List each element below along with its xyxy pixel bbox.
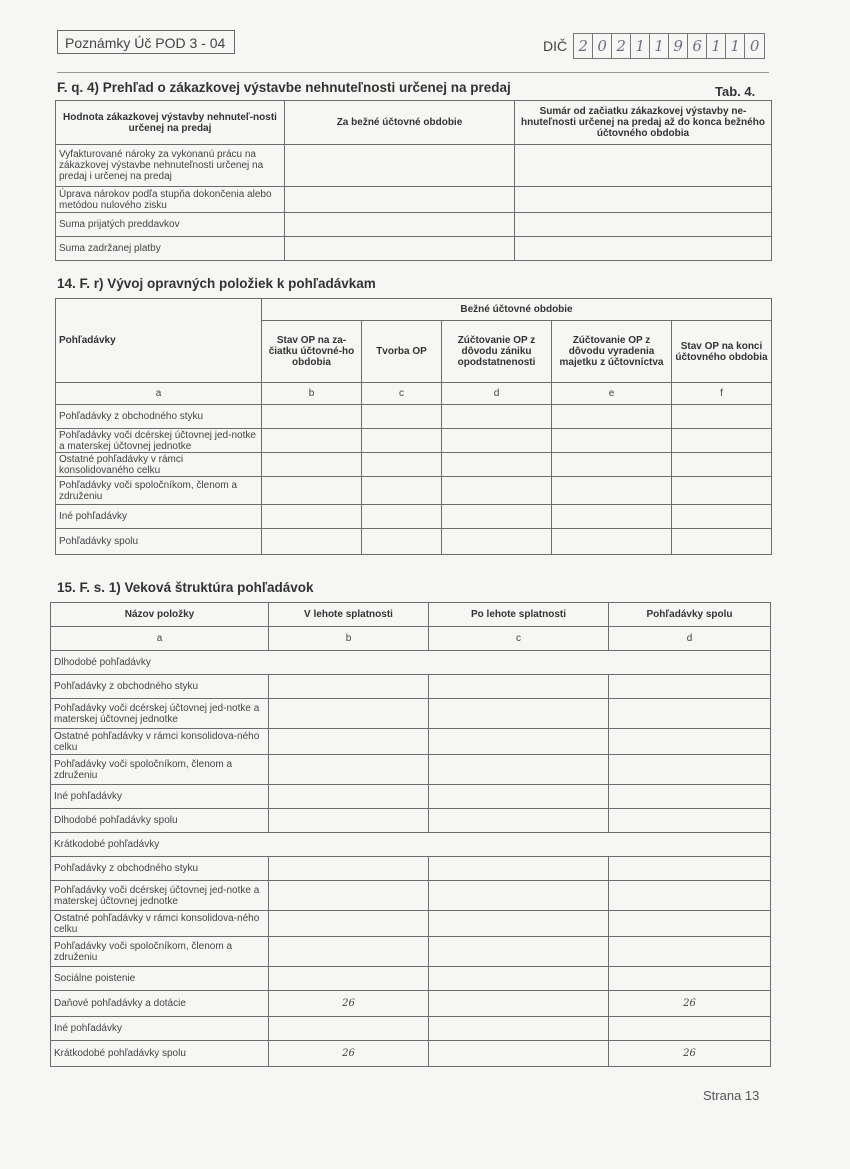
input-cell[interactable] <box>269 967 429 991</box>
input-cell[interactable] <box>552 453 672 477</box>
input-cell[interactable] <box>609 785 771 809</box>
dic-label: DIČ <box>543 38 568 54</box>
dic-digit: 0 <box>749 37 760 55</box>
input-cell[interactable] <box>429 857 609 881</box>
input-cell[interactable] <box>262 505 362 529</box>
form-id: Poznámky Úč POD 3 - 04 <box>57 30 235 54</box>
group-heading-long-term: Dlhodobé pohľadávky <box>51 651 771 675</box>
table-row-label: Pohľadávky z obchodného styku <box>56 405 262 429</box>
column-letter: b <box>269 627 429 651</box>
input-cell[interactable] <box>269 785 429 809</box>
input-cell[interactable] <box>429 785 609 809</box>
col-overdue: Po lehote splatnosti <box>429 603 609 627</box>
input-cell[interactable] <box>269 1017 429 1041</box>
dic-digit: 2 <box>574 34 593 58</box>
column-letter: d <box>609 627 771 651</box>
input-cell[interactable] <box>442 529 552 555</box>
column-letter: c <box>362 383 442 405</box>
page-number: Strana 13 <box>703 1088 760 1103</box>
input-cell[interactable] <box>609 699 771 729</box>
col-op-end: Stav OP na konci účtovného obdobia <box>672 321 772 383</box>
input-cell[interactable] <box>269 675 429 699</box>
input-cell[interactable] <box>262 429 362 453</box>
col-total: Pohľadávky spolu <box>609 603 771 627</box>
input-cell[interactable] <box>285 237 515 261</box>
table-row-label: Pohľadávky voči dcérskej účtovnej jed-notke a materskej účtovnej jednotke <box>51 881 269 911</box>
input-cell[interactable] <box>552 505 672 529</box>
input-cell[interactable] <box>285 145 515 187</box>
table-row-label: Suma zadržanej platby <box>56 237 285 261</box>
input-cell[interactable] <box>429 991 609 1017</box>
input-cell[interactable] <box>609 1017 771 1041</box>
col-item-name: Názov položky <box>51 603 269 627</box>
input-cell[interactable] <box>429 809 609 833</box>
input-cell[interactable] <box>552 529 672 555</box>
table-row-label: Pohľadávky voči dcérskej účtovnej jed-notke a materskej účtovnej jednotke <box>51 699 269 729</box>
tab-label: Tab. 4. <box>715 84 756 99</box>
input-cell[interactable] <box>429 729 609 755</box>
long-term-total-label: Dlhodobé pohľadávky spolu <box>51 809 269 833</box>
input-cell[interactable] <box>429 937 609 967</box>
input-cell[interactable] <box>672 405 772 429</box>
handwritten-value[interactable]: 26 <box>609 1041 771 1067</box>
input-cell[interactable] <box>672 505 772 529</box>
input-cell[interactable] <box>285 187 515 213</box>
input-cell[interactable] <box>269 881 429 911</box>
input-cell[interactable] <box>429 1041 609 1067</box>
fq4-header-cumulative: Sumár od začiatku zákazkovej výstavby ne-hnuteľnosti určenej na predaj až do konca bežného účtovného obdobia <box>515 101 772 145</box>
input-cell[interactable] <box>515 213 772 237</box>
dic-digit: 1 <box>650 34 669 58</box>
input-cell[interactable] <box>609 937 771 967</box>
dic-field <box>543 33 765 59</box>
input-cell[interactable] <box>362 477 442 505</box>
column-letter: a <box>56 383 262 405</box>
input-cell[interactable] <box>362 405 442 429</box>
col-receivables: Pohľadávky <box>56 299 262 383</box>
dic-digit: 1 <box>631 34 650 58</box>
input-cell[interactable] <box>515 187 772 213</box>
table-row-label: Daňové pohľadávky a dotácie <box>51 991 269 1017</box>
col-op-creation: Tvorba OP <box>362 321 442 383</box>
table-row-label: Iné pohľadávky <box>51 1017 269 1041</box>
input-cell[interactable] <box>269 937 429 967</box>
handwritten-value[interactable]: 26 <box>609 991 771 1017</box>
input-cell[interactable] <box>269 911 429 937</box>
table-row-label: Vyfakturované nároky za vykonanú prácu na zákazkovej výstavbe nehnuteľnosti určenej na predaj i určenej na predaj <box>56 145 285 187</box>
column-letter: b <box>262 383 362 405</box>
input-cell[interactable] <box>442 477 552 505</box>
dic-digit: 9 <box>669 34 688 58</box>
input-cell[interactable] <box>269 809 429 833</box>
dic-digit: 6 <box>688 34 707 58</box>
input-cell[interactable] <box>362 529 442 555</box>
input-cell[interactable] <box>262 529 362 555</box>
table-section-14 <box>55 298 772 555</box>
dic-boxes <box>573 33 765 59</box>
input-cell[interactable] <box>429 881 609 911</box>
col-op-settlement-expiry: Zúčtovanie OP z dôvodu zániku opodstatnenosti <box>442 321 552 383</box>
input-cell[interactable] <box>609 675 771 699</box>
input-cell[interactable] <box>285 213 515 237</box>
group-heading-short-term: Krátkodobé pohľadávky <box>51 833 771 857</box>
input-cell[interactable] <box>672 529 772 555</box>
total-row-label: Pohľadávky spolu <box>56 529 262 555</box>
input-cell[interactable] <box>552 477 672 505</box>
input-cell[interactable] <box>672 477 772 505</box>
short-term-total-label: Krátkodobé pohľadávky spolu <box>51 1041 269 1067</box>
table-section-15 <box>50 602 771 1067</box>
input-cell[interactable] <box>442 405 552 429</box>
dic-digit: 0 <box>593 34 612 58</box>
col-in-term: V lehote splatnosti <box>269 603 429 627</box>
input-cell[interactable] <box>609 755 771 785</box>
input-cell[interactable] <box>429 755 609 785</box>
input-cell[interactable] <box>269 857 429 881</box>
table-row-label: Pohľadávky z obchodného styku <box>51 675 269 699</box>
input-cell[interactable] <box>442 453 552 477</box>
input-cell[interactable] <box>429 699 609 729</box>
column-letter: f <box>672 383 772 405</box>
input-cell[interactable] <box>609 857 771 881</box>
fq4-header-value: Hodnota zákazkovej výstavby nehnuteľ-nosti určenej na predaj <box>56 101 285 145</box>
dic-digit: 1 <box>726 34 745 58</box>
input-cell[interactable] <box>262 453 362 477</box>
table-row-label: Ostatné pohľadávky v rámci konsolidovaného celku <box>56 453 262 477</box>
input-cell[interactable] <box>515 237 772 261</box>
input-cell[interactable] <box>269 755 429 785</box>
table-row-label: Pohľadávky voči spoločníkom, členom a združeniu <box>56 477 262 505</box>
input-cell[interactable] <box>429 911 609 937</box>
input-cell[interactable] <box>609 881 771 911</box>
handwritten-value[interactable]: 26 <box>269 1041 429 1067</box>
input-cell[interactable] <box>429 967 609 991</box>
column-letter: d <box>442 383 552 405</box>
input-cell[interactable] <box>429 675 609 699</box>
section-14-title: 14. F. r) Vývoj opravných položiek k pohľadávkam <box>57 276 376 291</box>
table-row-label: Úprava nárokov podľa stupňa dokončenia alebo metódou nulového zisku <box>56 187 285 213</box>
col-op-settlement-disposal: Zúčtovanie OP z dôvodu vyradenia majetku z účtovníctva <box>552 321 672 383</box>
input-cell[interactable] <box>269 729 429 755</box>
section-15-title: 15. F. s. 1) Veková štruktúra pohľadávok <box>57 580 314 595</box>
handwritten-value[interactable]: 26 <box>269 991 429 1017</box>
table-row-label: Pohľadávky voči spoločníkom, členom a združeniu <box>51 755 269 785</box>
input-cell[interactable] <box>609 911 771 937</box>
col-op-start: Stav OP na za-čiatku účtovné-ho obdobia <box>262 321 362 383</box>
input-cell[interactable] <box>269 699 429 729</box>
table-row-label: Suma prijatých preddavkov <box>56 213 285 237</box>
column-letter: c <box>429 627 609 651</box>
dic-digit: 2 <box>612 34 631 58</box>
fq4-header-current: Za bežné účtovné obdobie <box>285 101 515 145</box>
table-fq4 <box>55 100 772 261</box>
table-row-label: Pohľadávky voči dcérskej účtovnej jed-notke a materskej účtovnej jednotke <box>56 429 262 453</box>
input-cell[interactable] <box>442 429 552 453</box>
group-header-current-period: Bežné účtovné obdobie <box>262 299 772 321</box>
input-cell[interactable] <box>362 505 442 529</box>
section-fq4-title: F. q. 4) Prehľad o zákazkovej výstavbe nehnuteľnosti určenej na predaj <box>57 80 511 95</box>
table-row-label: Pohľadávky z obchodného styku <box>51 857 269 881</box>
table-row-label: Pohľadávky voči spoločníkom, členom a združeniu <box>51 937 269 967</box>
column-letter: a <box>51 627 269 651</box>
input-cell[interactable] <box>362 429 442 453</box>
input-cell[interactable] <box>442 505 552 529</box>
table-row-label: Ostatné pohľadávky v rámci konsolidova-ného celku <box>51 729 269 755</box>
table-row-label: Sociálne poistenie <box>51 967 269 991</box>
table-row-label: Iné pohľadávky <box>56 505 262 529</box>
input-cell[interactable] <box>672 429 772 453</box>
input-cell[interactable] <box>262 405 362 429</box>
input-cell[interactable] <box>609 729 771 755</box>
input-cell[interactable] <box>262 477 362 505</box>
input-cell[interactable] <box>515 145 772 187</box>
input-cell[interactable] <box>609 967 771 991</box>
input-cell[interactable] <box>362 453 442 477</box>
input-cell[interactable] <box>429 1017 609 1041</box>
table-row-label: Iné pohľadávky <box>51 785 269 809</box>
input-cell[interactable] <box>552 429 672 453</box>
input-cell[interactable] <box>672 453 772 477</box>
table-row-label: Ostatné pohľadávky v rámci konsolidova-ného celku <box>51 911 269 937</box>
input-cell[interactable] <box>552 405 672 429</box>
dic-digit: 1 <box>707 34 726 58</box>
input-cell[interactable] <box>609 809 771 833</box>
column-letter: e <box>552 383 672 405</box>
header-divider <box>57 72 769 73</box>
